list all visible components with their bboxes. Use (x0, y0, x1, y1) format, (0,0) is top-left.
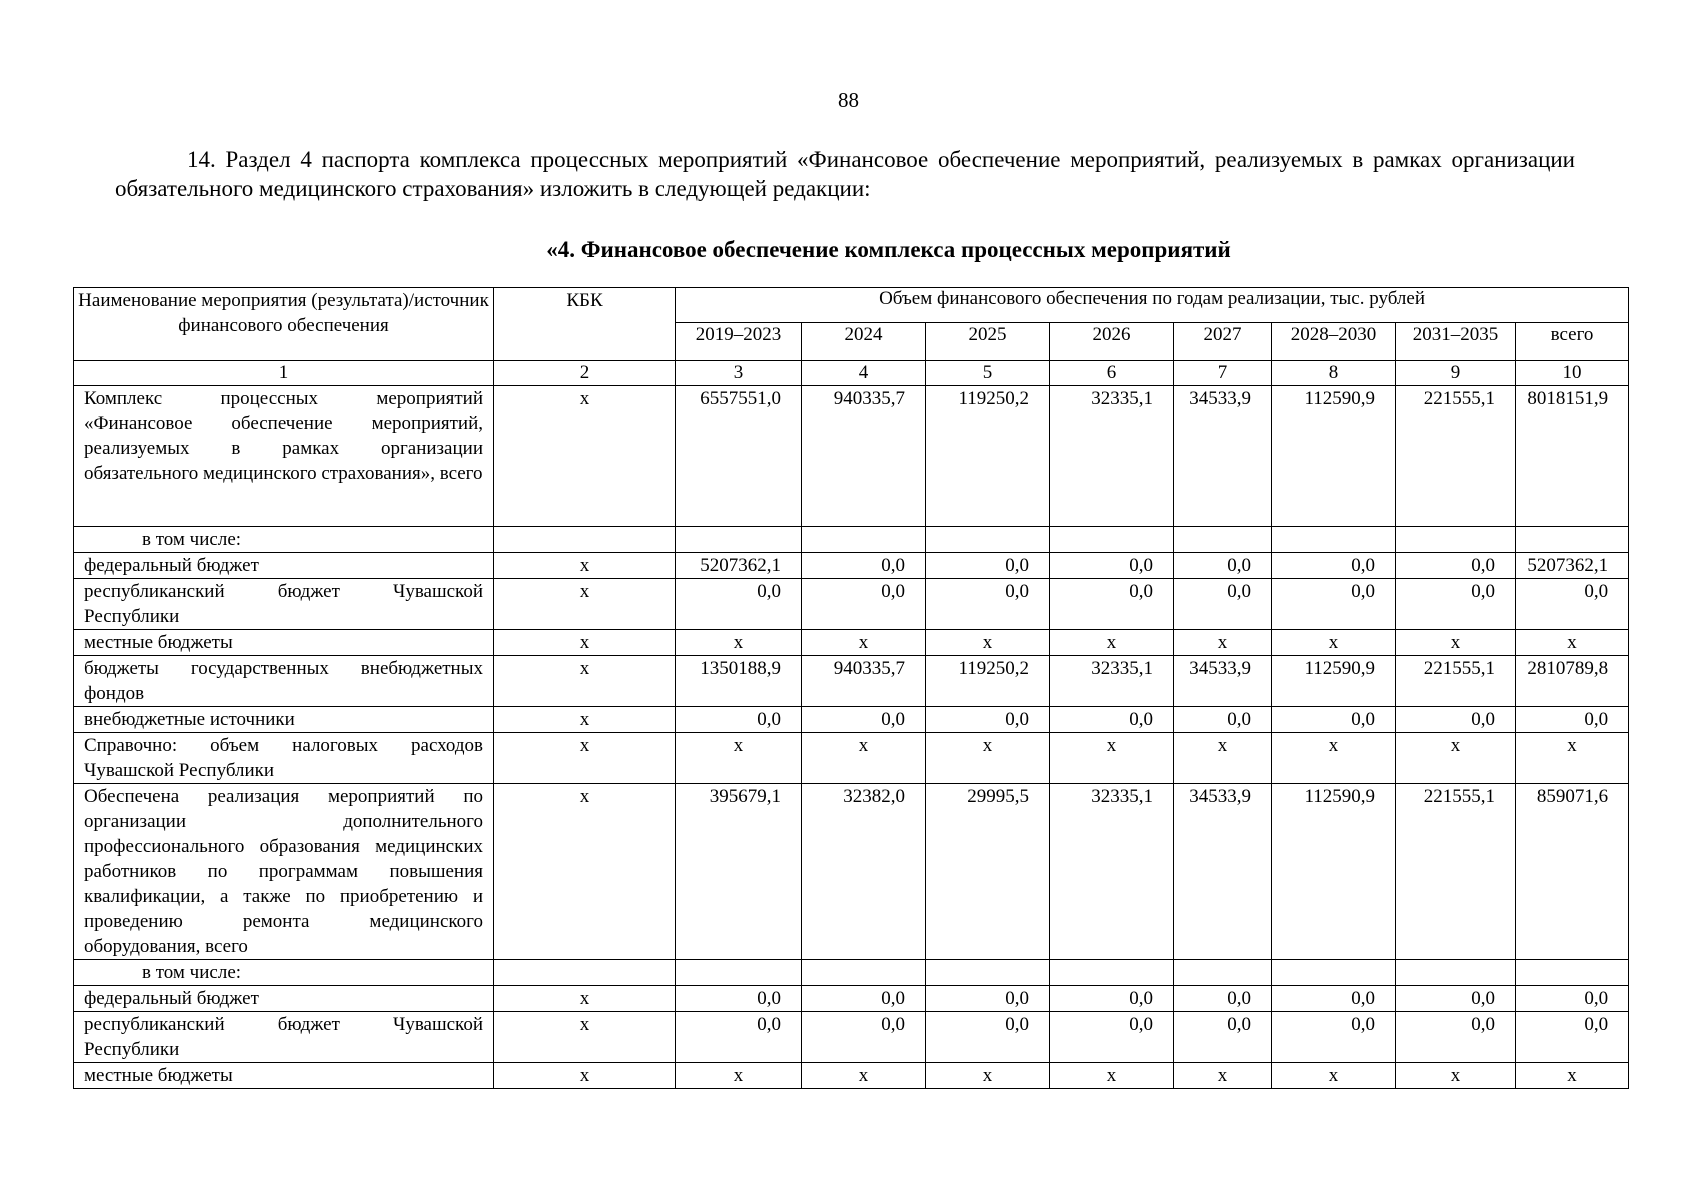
row-value: х (1396, 1063, 1516, 1089)
row-value: 0,0 (802, 707, 926, 733)
row-name: федеральный бюджет (74, 553, 494, 579)
column-number: 3 (676, 361, 802, 386)
row-kbk: х (494, 784, 676, 960)
row-value: х (802, 733, 926, 784)
header-name: Наименование мероприятия (результата)/источник финансового обеспечения (74, 288, 494, 361)
row-value: 221555,1 (1396, 386, 1516, 527)
row-value: 859071,6 (1516, 784, 1629, 960)
column-number: 7 (1174, 361, 1272, 386)
row-value (1272, 960, 1396, 986)
row-value (1174, 960, 1272, 986)
row-value: 32382,0 (802, 784, 926, 960)
row-value (1050, 960, 1174, 986)
row-value: 0,0 (802, 1012, 926, 1063)
row-value: х (1050, 1063, 1174, 1089)
row-value: 0,0 (1174, 579, 1272, 630)
row-value: 0,0 (1272, 986, 1396, 1012)
header-year: 2027 (1174, 322, 1272, 360)
row-value (802, 527, 926, 553)
page-number: 88 (838, 88, 859, 112)
header-year: 2031–2035 (1396, 322, 1516, 360)
row-value: 0,0 (1174, 986, 1272, 1012)
row-value: 0,0 (1272, 707, 1396, 733)
row-value: 0,0 (676, 579, 802, 630)
row-value: 0,0 (676, 707, 802, 733)
column-number: 4 (802, 361, 926, 386)
intro-paragraph: 14. Раздел 4 паспорта комплекса процессных мероприятий «Финансовое обеспечение мероприятий, реализуемых в рамках организации обязательного медицинского страхования» изложить в следующей редакции: (115, 147, 1575, 201)
row-value: х (1396, 733, 1516, 784)
row-value: 0,0 (926, 579, 1050, 630)
row-value: х (926, 733, 1050, 784)
row-value: х (1516, 1063, 1629, 1089)
row-value: 119250,2 (926, 386, 1050, 527)
table-row (74, 784, 1629, 960)
row-value: 0,0 (1516, 1012, 1629, 1063)
row-value: х (1272, 733, 1396, 784)
row-value: 6557551,0 (676, 386, 802, 527)
row-value: 5207362,1 (1516, 553, 1629, 579)
table-body (74, 386, 1629, 1089)
column-numbers-row (74, 361, 1629, 386)
row-value: 112590,9 (1272, 386, 1396, 527)
row-kbk: х (494, 579, 676, 630)
table-row (74, 960, 1629, 986)
row-value: 0,0 (802, 579, 926, 630)
row-value: 0,0 (1396, 553, 1516, 579)
column-number: 9 (1396, 361, 1516, 386)
row-value: х (1272, 1063, 1396, 1089)
row-value: 0,0 (1050, 707, 1174, 733)
row-value: 940335,7 (802, 386, 926, 527)
row-value (1516, 527, 1629, 553)
row-kbk: х (494, 1012, 676, 1063)
row-value: 0,0 (1272, 1012, 1396, 1063)
row-name: бюджеты государственных внебюджетных фондов (74, 656, 494, 707)
header-volume: Объем финансового обеспечения по годам реализации, тыс. рублей (676, 288, 1629, 323)
row-value: 119250,2 (926, 656, 1050, 707)
table-row (74, 1012, 1629, 1063)
row-value (1396, 960, 1516, 986)
table-row (74, 527, 1629, 553)
row-value (1396, 527, 1516, 553)
row-value: х (1396, 630, 1516, 656)
row-kbk: х (494, 656, 676, 707)
row-kbk (494, 960, 676, 986)
row-name: в том числе: (74, 960, 494, 986)
row-kbk: х (494, 986, 676, 1012)
row-value (1174, 527, 1272, 553)
table-row (74, 733, 1629, 784)
table-row (74, 553, 1629, 579)
header-row-1 (74, 288, 1629, 323)
row-value: 0,0 (926, 1012, 1050, 1063)
header-year: 2026 (1050, 322, 1174, 360)
row-name: в том числе: (74, 527, 494, 553)
row-value: 0,0 (676, 986, 802, 1012)
table-row (74, 707, 1629, 733)
row-kbk: х (494, 386, 676, 527)
row-name: республиканский бюджет Чувашской Республики (74, 579, 494, 630)
row-value: х (926, 630, 1050, 656)
row-value (1050, 527, 1174, 553)
table-row (74, 1063, 1629, 1089)
header-year: 2025 (926, 322, 1050, 360)
row-kbk: х (494, 707, 676, 733)
row-value: 0,0 (1396, 986, 1516, 1012)
row-value: 0,0 (1516, 986, 1629, 1012)
row-kbk (494, 527, 676, 553)
row-value: 0,0 (1050, 579, 1174, 630)
row-name: Справочно: объем налоговых расходов Чувашской Республики (74, 733, 494, 784)
column-number: 10 (1516, 361, 1629, 386)
row-value: х (1516, 630, 1629, 656)
row-value: 32335,1 (1050, 386, 1174, 527)
row-value: х (676, 733, 802, 784)
row-value: 0,0 (802, 553, 926, 579)
row-value: 5207362,1 (676, 553, 802, 579)
table-row (74, 986, 1629, 1012)
header-year: 2024 (802, 322, 926, 360)
row-value (1272, 527, 1396, 553)
row-value: 221555,1 (1396, 656, 1516, 707)
column-number: 2 (494, 361, 676, 386)
row-value: 0,0 (1396, 579, 1516, 630)
header-year: всего (1516, 322, 1629, 360)
row-value: 0,0 (1272, 579, 1396, 630)
column-number: 1 (74, 361, 494, 386)
row-value: х (676, 1063, 802, 1089)
header-year: 2019–2023 (676, 322, 802, 360)
row-value: 32335,1 (1050, 656, 1174, 707)
row-value: 0,0 (802, 986, 926, 1012)
row-value (676, 960, 802, 986)
row-kbk: х (494, 733, 676, 784)
row-value (802, 960, 926, 986)
row-value: 0,0 (926, 986, 1050, 1012)
table-row (74, 579, 1629, 630)
row-value: х (802, 1063, 926, 1089)
row-value: 0,0 (1516, 579, 1629, 630)
row-value: 0,0 (1516, 707, 1629, 733)
row-value: 112590,9 (1272, 656, 1396, 707)
row-value: 0,0 (1174, 553, 1272, 579)
row-value: 0,0 (1396, 1012, 1516, 1063)
row-value: 112590,9 (1272, 784, 1396, 960)
row-value: 0,0 (926, 553, 1050, 579)
column-number: 5 (926, 361, 1050, 386)
row-value: 0,0 (926, 707, 1050, 733)
row-value: х (1174, 733, 1272, 784)
row-value (676, 527, 802, 553)
row-value: 2810789,8 (1516, 656, 1629, 707)
row-value: 34533,9 (1174, 784, 1272, 960)
section-title: «4. Финансовое обеспечение комплекса процессных мероприятий (546, 237, 1231, 262)
row-value: 0,0 (1396, 707, 1516, 733)
row-value: 395679,1 (676, 784, 802, 960)
row-name: Обеспечена реализация мероприятий по организации дополнительного профессионального образования медицинских работников по программам повышения квалификации, а также по приобретению и проведению ремонта медицинского оборудования, всего (74, 784, 494, 960)
row-value: 940335,7 (802, 656, 926, 707)
header-kbk: КБК (494, 288, 676, 361)
row-kbk: х (494, 553, 676, 579)
row-value: 34533,9 (1174, 656, 1272, 707)
row-value: х (1050, 630, 1174, 656)
financing-table (73, 287, 1629, 1089)
row-value: 0,0 (1050, 553, 1174, 579)
column-number: 8 (1272, 361, 1396, 386)
row-name: местные бюджеты (74, 630, 494, 656)
row-value: 1350188,9 (676, 656, 802, 707)
table-row (74, 386, 1629, 527)
row-value: 0,0 (1174, 707, 1272, 733)
header-year: 2028–2030 (1272, 322, 1396, 360)
row-name: республиканский бюджет Чувашской Республики (74, 1012, 494, 1063)
row-value: х (802, 630, 926, 656)
row-value: х (676, 630, 802, 656)
table-row (74, 630, 1629, 656)
row-value: х (926, 1063, 1050, 1089)
row-value: х (1272, 630, 1396, 656)
row-kbk: х (494, 1063, 676, 1089)
row-value (926, 960, 1050, 986)
row-value (926, 527, 1050, 553)
row-value: 8018151,9 (1516, 386, 1629, 527)
row-value: 29995,5 (926, 784, 1050, 960)
row-value (1516, 960, 1629, 986)
row-value: 0,0 (676, 1012, 802, 1063)
row-value: 0,0 (1272, 553, 1396, 579)
row-name: Комплекс процессных мероприятий «Финансовое обеспечение мероприятий, реализуемых в рамках организации обязательного медицинского страхования», всего (74, 386, 494, 527)
row-value: х (1174, 1063, 1272, 1089)
row-kbk: х (494, 630, 676, 656)
row-value: х (1174, 630, 1272, 656)
row-value: 0,0 (1174, 1012, 1272, 1063)
column-number: 6 (1050, 361, 1174, 386)
row-value: 0,0 (1050, 1012, 1174, 1063)
row-name: местные бюджеты (74, 1063, 494, 1089)
row-value: 0,0 (1050, 986, 1174, 1012)
row-name: федеральный бюджет (74, 986, 494, 1012)
row-value: 32335,1 (1050, 784, 1174, 960)
row-value: х (1516, 733, 1629, 784)
row-value: 34533,9 (1174, 386, 1272, 527)
row-value: х (1050, 733, 1174, 784)
row-value: 221555,1 (1396, 784, 1516, 960)
table-row (74, 656, 1629, 707)
row-name: внебюджетные источники (74, 707, 494, 733)
